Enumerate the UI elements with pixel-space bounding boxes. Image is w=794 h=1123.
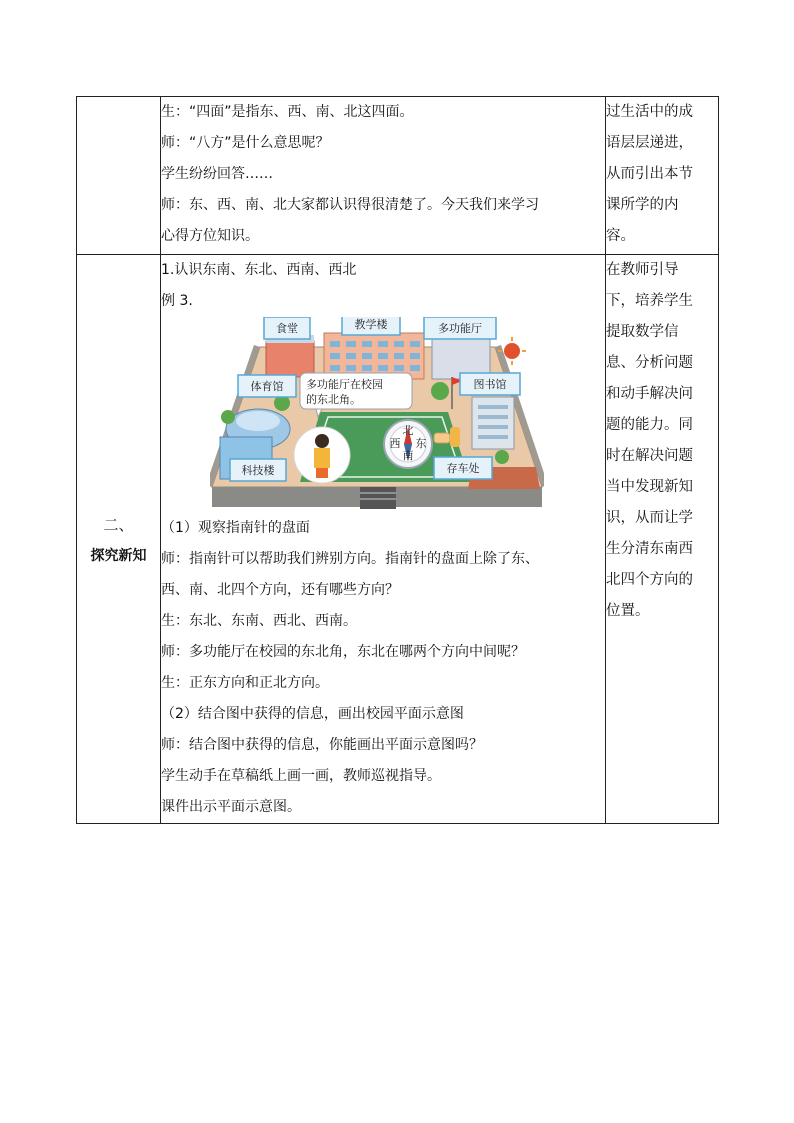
lesson-plan-table [76,96,719,824]
dialogue-line: 师：结合图中获得的信息，你能画出平面示意图吗？ [161,737,483,753]
dialogue-line: 师：多功能厅在校园的东北角，东北在哪两个方向中间呢？ [161,644,525,660]
label-gym: 体育馆 [250,380,284,393]
section-title: 探究新知 [90,547,147,564]
note-line: 从而引出本节 [606,166,693,182]
dialogue-line: 师：东、西、南、北大家都认识得很清楚了。今天我们来学习 [161,197,539,213]
girl-icon [315,434,329,448]
example-label: 例 3. [161,293,193,309]
note-line: 息、分析问题 [606,355,693,371]
note-line: 当中发现新知 [606,479,693,495]
label-tech-building: 科技楼 [241,464,275,477]
label-library: 图书馆 [473,378,507,391]
note-line: 生分清东南西 [606,541,693,557]
dialogue-line: 生：东北、东南、西北、西南。 [161,613,357,629]
label-multi-hall: 多功能厅 [438,322,482,335]
section-cell [77,255,161,824]
note-line: 过生活中的成 [606,104,693,120]
dialogue-line: 师：“八方”是什么意思呢？ [161,135,330,151]
note-line: 语层层递进， [606,135,693,151]
note-line: 位置。 [606,603,650,619]
dialogue-line: 生：“四面”是指东、西、南、北这四面。 [161,104,414,120]
compass-south: 南 [402,449,414,462]
school-gate [360,487,396,509]
pointing-hand-icon [434,433,450,443]
note-line: 题的能力。同 [606,417,693,433]
note-line: 在教师引导 [606,262,679,278]
note-line: 时在解决问题 [606,448,693,464]
library-building [472,397,514,449]
table-row [77,255,719,824]
note-line: 课所学的内 [606,197,679,213]
sun-icon [504,343,520,359]
design-notes-cell [606,97,719,255]
note-line: 识，从而让学 [606,510,693,526]
topic-heading: 1.认识东南、东北、西南、西北 [161,262,357,278]
dialogue-line: （2）结合图中获得的信息，画出校园平面示意图 [161,706,464,722]
canteen-building [266,341,314,377]
table-row [77,97,719,255]
compass-north: 北 [402,424,414,437]
dialogue-line: 心得方位知识。 [161,228,259,244]
campus-svg [210,317,544,513]
label-canteen: 食堂 [276,322,298,335]
note-line: 下，培养学生 [606,293,693,309]
dialogue-line: 学生纷纷回答…… [161,166,273,182]
section-number: 二、 [103,515,134,534]
dialogue-line: 课件出示平面示意图。 [161,799,301,815]
design-notes-cell [606,255,719,824]
note-line: 提取数学信 [606,324,679,340]
dialogue-line: 生：正东方向和正北方向。 [161,675,329,691]
note-line: 和动手解决问 [606,386,693,402]
label-teaching-building: 教学楼 [354,318,388,331]
compass-west: 西 [389,437,401,450]
note-line: 容。 [606,228,635,244]
speech-line: 的东北角。 [306,393,361,406]
dialogue-line: 西、南、北四个方向，还有哪些方向？ [161,582,399,598]
label-bike-parking: 存车处 [446,462,480,475]
section-cell-empty [77,97,161,255]
compass-east: 东 [415,437,427,450]
dialogue-cell [161,255,606,824]
note-line: 北四个方向的 [606,572,693,588]
speech-line: 多功能厅在校园 [306,378,383,391]
dialogue-line: 学生动手在草稿纸上画一画，教师巡视指导。 [161,768,441,784]
dialogue-line: 师：指南针可以帮助我们辨别方向。指南针的盘面上除了东、 [161,551,539,567]
dialogue-line: （1）观察指南针的盘面 [161,520,310,536]
campus-illustration [210,317,544,513]
dialogue-cell [161,97,606,255]
